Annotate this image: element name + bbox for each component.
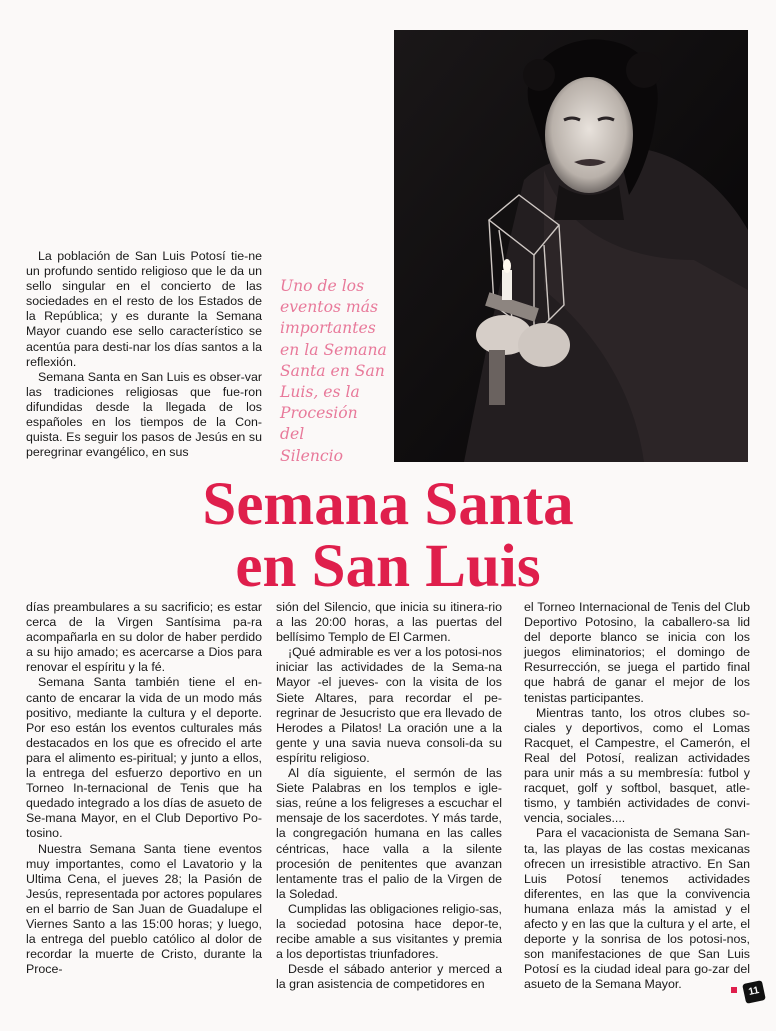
body-paragraph: Cumplidas las obligaciones religio-sas, la sociedad potosina hace depor-te, recibe amable a sus visitantes y premia a los deportistas triunfadores.: [276, 901, 502, 962]
body-paragraph: Al día siguiente, el sermón de las Siete Palabras en los templos e igle-sias, reúne a los feligreses a escuchar el mensaje de los sacerdotes. Y más tarde, la congregación humana en las calles céntricas, hace valla a la silente procesión de penitentes que avanzan lentamente tras el palio de la Virgen de la Soledad.: [276, 766, 502, 901]
pull-quote-line: eventos más: [280, 298, 379, 317]
body-paragraph: Nuestra Semana Santa tiene eventos muy importantes, como el Lavatorio y la Ultima Cena, el jueves 28; la Pasión de Jesús, representada por actores populares en el barrio de San Juan de Guadalupe el Viernes Santo a las 15:00 horas; y luego, la entrega del pueblo católico al dolor de recordar la muerte de Cristo, durante la Proce-: [26, 841, 262, 977]
body-paragraph: el Torneo Internacional de Tenis del Club Deportivo Potosino, la caballero-sa lid del deporte blanco se inicia con los juegos eliminatorios; el domingo de Resurrección, se juega el partido final que habrá de ganar el mejor de los tenistas participantes.: [524, 600, 750, 705]
pull-quote-line: importantes: [280, 319, 376, 338]
body-paragraph: Mientras tanto, los otros clubes so-ciales y deportivos, como el Lomas Racquet, el Campestre, el Camerón, el Real del Potosí, realizan actividades para unir más a su membresía: futbol y racquet, golf y softbol, basquet, atle-tismo, y también actividades de convi-vencia, sociales....: [524, 705, 750, 826]
intro-paragraph: La población de San Luis Potosí tie-ne un profundo sentido religioso que le da un sello singular en el concierto de las sociedades en el resto de los Estados de la República; y es durante la Semana Mayor cuando ese sello característico se acentúa para desti-nar los días santos a la reflexión.: [26, 249, 262, 369]
intro-paragraph: Semana Santa en San Luis es obser-var las tradiciones religiosas que fue-ron difundidas desde la llegada de los españoles en los tiempos de la Con-quista. Es seguir los pasos de Jesús en su peregrinar evangélico, en sus: [26, 369, 262, 460]
pull-quote-line: Silencio: [280, 446, 344, 465]
pull-quote-line: Santa en San: [280, 361, 385, 380]
body-paragraph: Desde el sábado anterior y merced a la gran asistencia de competidores en: [276, 962, 502, 992]
pull-quote-line: en la Semana: [280, 340, 387, 359]
body-paragraph: Para el vacacionista de Semana San-ta, las playas de las costas mexicanas ofrecen un irresistible atractivo. En San Luis Potosí tenemos actividades diferentes, en las que la convivencia humana enlaza más la amistad y el afecto y en las que la cultura y el arte, el deporte y la sonrisa de los potosi-nos, son manifestaciones de que San Luis Potosí es la ciudad ideal para go-zar del asueto de la Semana Mayor.: [524, 826, 750, 992]
headline-line-2: en San Luis: [235, 533, 541, 600]
body-column-3: [524, 600, 750, 992]
headline-line-1: Semana Santa: [202, 471, 574, 538]
body-paragraph: sión del Silencio, que inicia su itinera-rio a las 20:00 horas, a las puertas del bellísimo Templo de El Carmen.: [276, 600, 502, 645]
pull-quote-line: Uno de los: [280, 277, 365, 295]
intro-column: [26, 249, 262, 460]
body-paragraph: días preambulares a su sacrificio; es estar cerca de la Virgen Santísima pa-ra acompañarla en su dolor de haber perdido a su hijo amado; es acercarse a Dios para renovar el espíritu y la fé.: [26, 600, 262, 675]
body-paragraph: ¡Qué admirable es ver a los potosi-nos iniciar las actividades de la Sema-na Mayor -el jueves- con la visita de los Siete Altares, para recordar el pe-regrinar de Jesucristo que era llevado de Herodes a Pilatos! La oración une a la gente y una savia nueva consoli-da su espíritu religioso.: [276, 645, 502, 765]
pull-quote-line: Luis, es la: [280, 383, 360, 402]
pull-quote-line: Procesión: [280, 404, 358, 423]
pull-quote-line: del: [280, 425, 305, 444]
body-paragraph: Semana Santa también tiene el en-canto de encarar la vida de un modo más positivo, mediante la cultura y el deporte. Por eso están los eventos culturales más destacados en los que es ofrecido el arte para el alimento es-piritual; y junto a ellos, la entrega del esfuerzo deportivo en un Torneo In-ternacional de Tenis que ha quedado integrado a los días de asueto de Se-mana Mayor, en el Club Deportivo Po-tosino.: [26, 675, 262, 841]
photo-woman-with-lantern: [394, 30, 748, 462]
end-mark: [731, 987, 737, 993]
body-column-2: [276, 600, 502, 992]
page-number: 11: [742, 980, 766, 1004]
pull-quote: [280, 276, 392, 467]
body-column-1: [26, 600, 262, 977]
